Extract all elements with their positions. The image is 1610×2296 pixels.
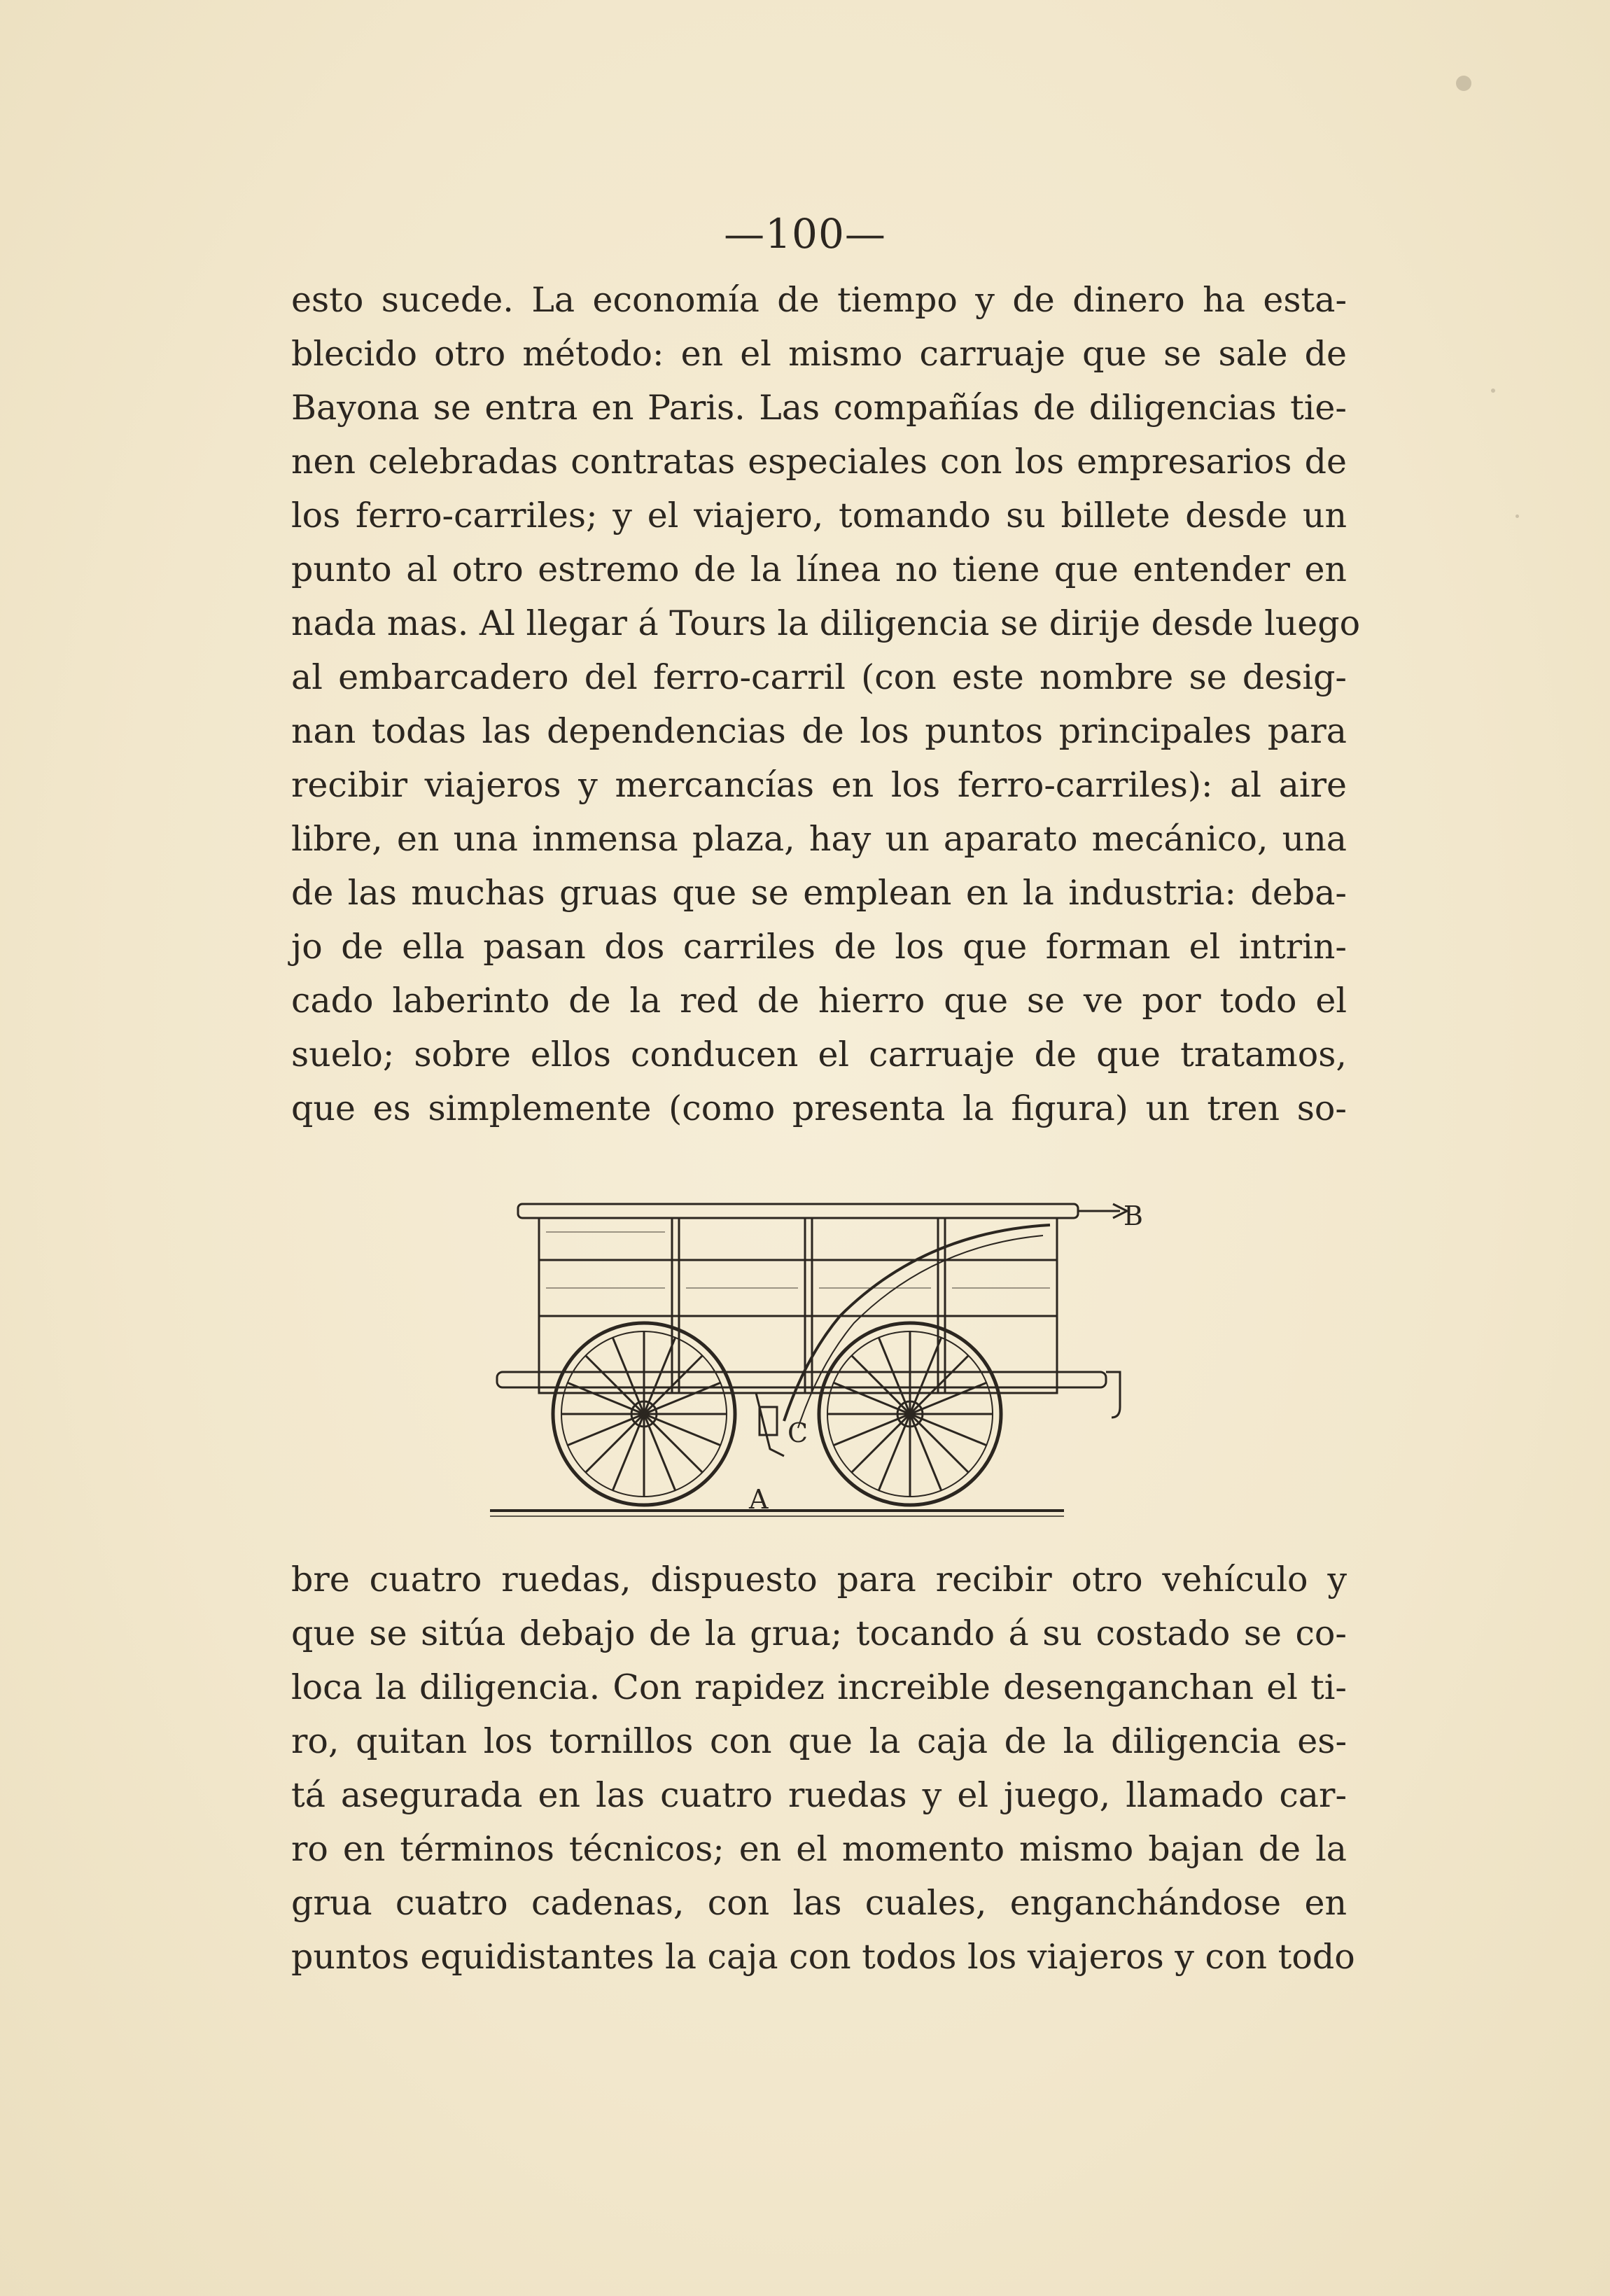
text-line: que es simplemente (como presenta la figura) un tren so- (291, 1088, 1347, 1128)
text-line: loca la diligencia. Con rapidez increible desenganchan el ti- (291, 1667, 1347, 1707)
figure-label-b: B (1124, 1200, 1143, 1231)
text-line: recibir viajeros y mercancías en los ferro-carriles): al aire (291, 765, 1347, 805)
text-line: al embarcadero del ferro-carril (con este nombre se desig- (291, 657, 1347, 697)
text-line: grua cuatro cadenas, con las cuales, enganchándose en (291, 1883, 1347, 1923)
text-line: ro en términos técnicos; en el momento mismo bajan de la (291, 1829, 1347, 1869)
carriage-figure (490, 1183, 1162, 1519)
text-line: libre, en una inmensa plaza, hay un aparato mecánico, una (291, 819, 1347, 859)
carriage-illustration (490, 1183, 1162, 1519)
page-number: —100— (724, 210, 886, 258)
text-line: nan todas las dependencias de los puntos principales para (291, 711, 1347, 751)
text-line: Bayona se entra en Paris. Las compañías de diligencias tie- (291, 388, 1347, 428)
text-line: cado laberinto de la red de hierro que se ve por todo el (291, 981, 1347, 1021)
text-line: punto al otro estremo de la línea no tiene que entender en (291, 550, 1347, 589)
text-line: esto sucede. La economía de tiempo y de dinero ha esta- (291, 280, 1347, 320)
text-line: bre cuatro ruedas, dispuesto para recibir otro vehículo y (291, 1560, 1347, 1600)
text-line: jo de ella pasan dos carriles de los que forman el intrin- (291, 927, 1347, 967)
paper-spot (1456, 76, 1471, 91)
text-line: blecido otro método: en el mismo carruaje que se sale de (291, 334, 1347, 374)
paper-spot (1516, 514, 1519, 518)
text-line: suelo; sobre ellos conducen el carruaje de que tratamos, (291, 1035, 1347, 1074)
text-line: de las muchas gruas que se emplean en la industria: deba- (291, 873, 1347, 913)
paragraph-bottom (291, 1553, 1355, 1984)
text-line: que se sitúa debajo de la grua; tocando á su costado se co- (291, 1614, 1347, 1653)
figure-label-c: C (788, 1418, 808, 1448)
text-line: ro, quitan los tornillos con que la caja de la diligencia es- (291, 1721, 1347, 1761)
figure-label-a: A (749, 1484, 769, 1515)
text-line: puntos equidistantes la caja con todos los viajeros y con todo (291, 1937, 1355, 1977)
text-line: tá asegurada en las cuatro ruedas y el juego, llamado car- (291, 1775, 1347, 1815)
text-line: nen celebradas contratas especiales con los empresarios de (291, 442, 1347, 482)
paper-spot (1491, 388, 1495, 393)
text-line: los ferro-carriles; y el viajero, tomando su billete desde un (291, 496, 1347, 536)
paragraph-top (291, 273, 1361, 1135)
text-line: nada mas. Al llegar á Tours la diligencia se dirije desde luego (291, 603, 1361, 643)
